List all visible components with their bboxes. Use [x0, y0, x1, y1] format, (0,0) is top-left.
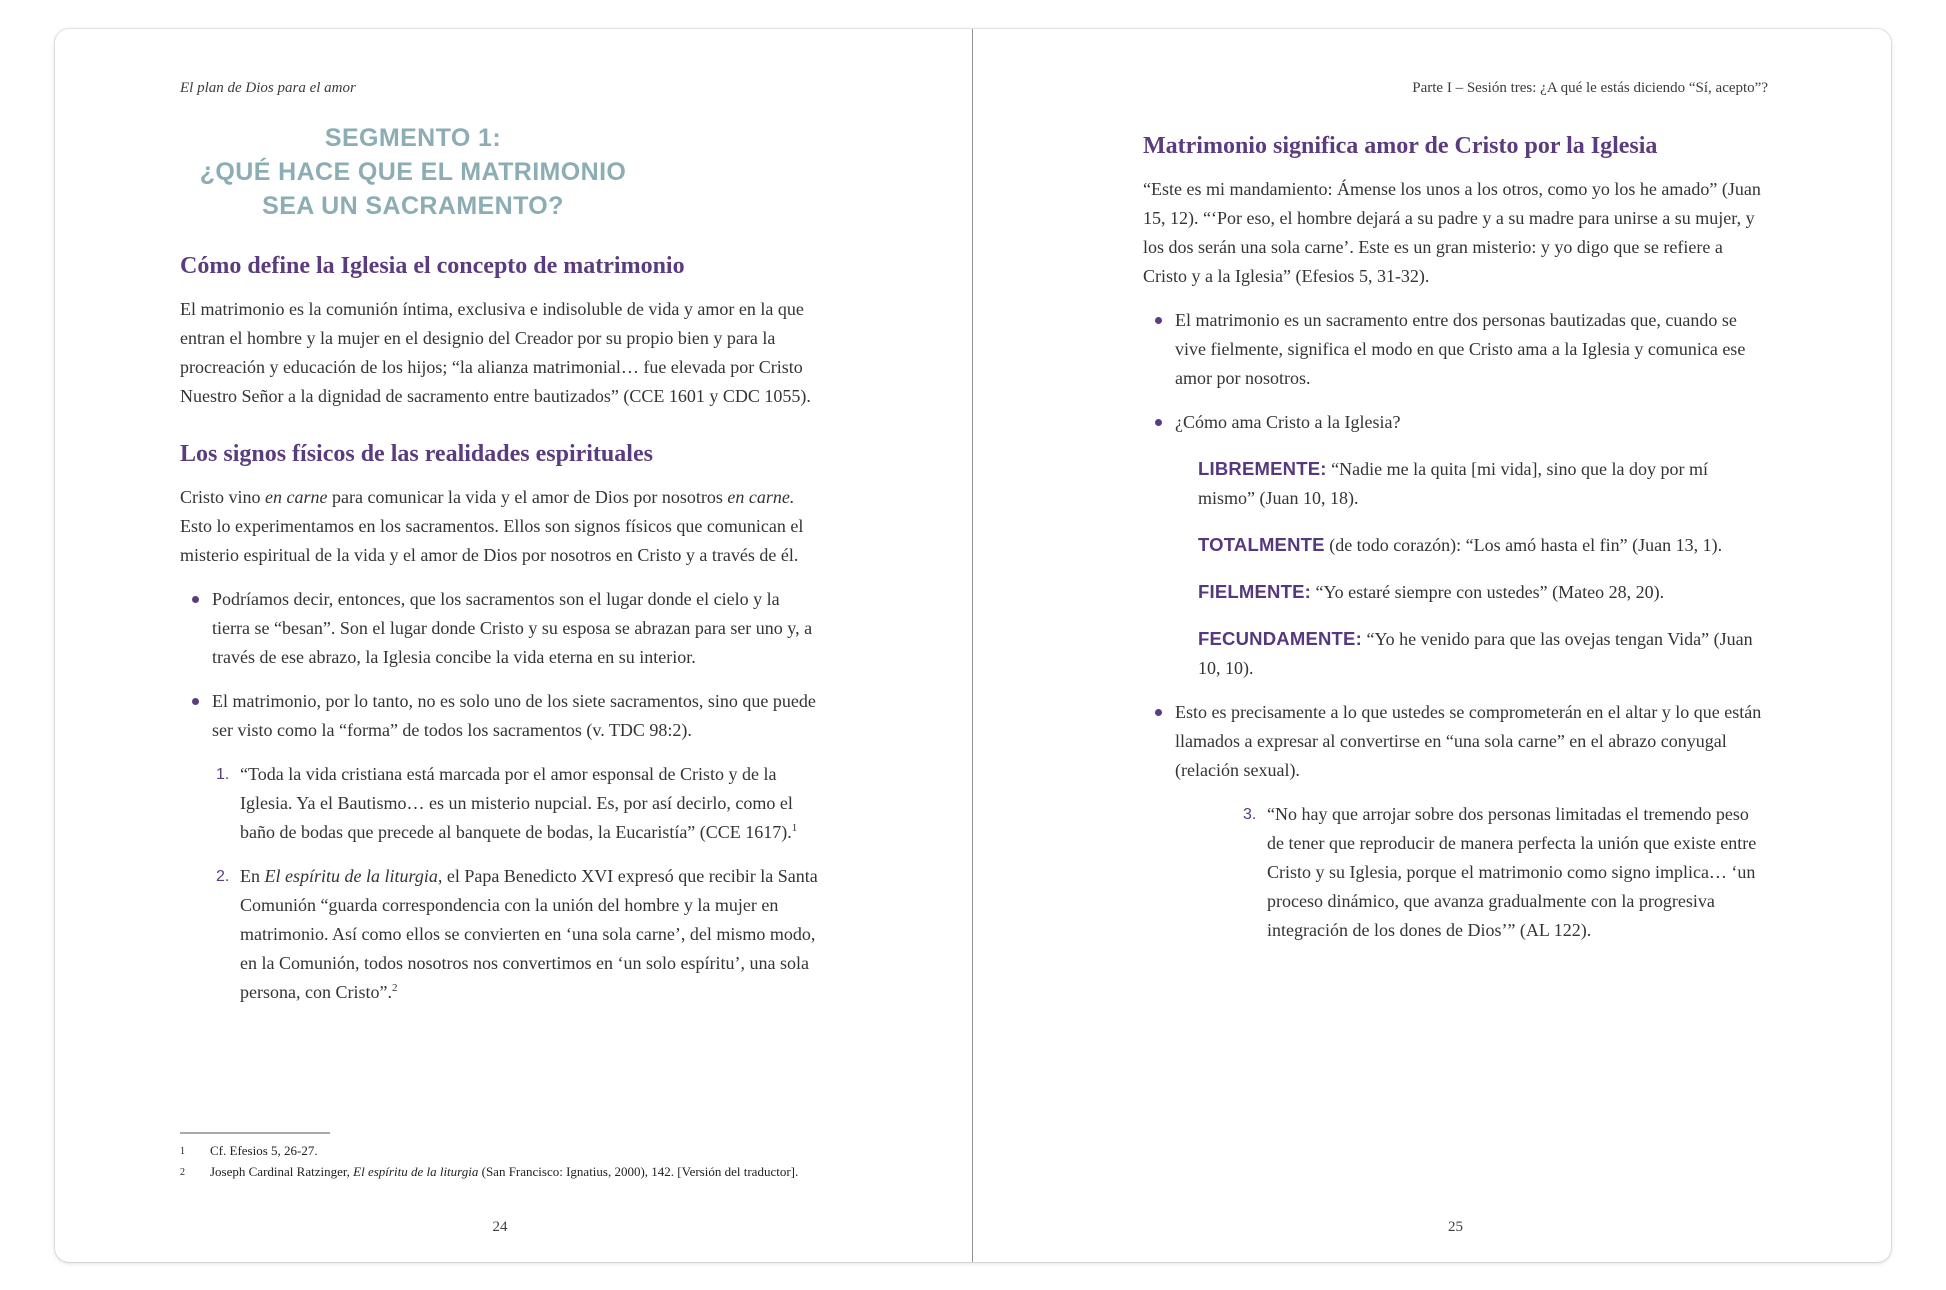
- keyword-label: TOTALMENTE: [1198, 534, 1325, 555]
- right-running-header: Parte I – Sesión tres: ¿A qué le estás diciendo “Sí, acepto”?: [1412, 80, 1768, 96]
- segment-title-line3: SEA UN SACRAMENTO?: [262, 192, 564, 220]
- heading-como-define: Cómo define la Iglesia el concepto de matrimonio: [180, 253, 685, 279]
- keyword-text: “Nadie me la quita [mi vida], sino que la doy por mí mismo” (Juan 10, 18).: [1198, 459, 1709, 508]
- footnote-1: [180, 1141, 820, 1162]
- text-segment: (San Francisco: Ignatius, 2000), 142. [Versión del traductor].: [478, 1164, 799, 1179]
- bullet-sacramentos-cielo-tierra: [180, 585, 820, 672]
- keyword-label: LIBREMENTE:: [1198, 458, 1327, 479]
- text-segment: “Toda la vida cristiana está marcada por el amor esponsal de Cristo y de la Iglesia. Ya el Bautismo… es un misterio nupcial. Es, por así decirlo, como el baño de bodas que precede al banquete de bodas, la Eucaristía” (CCE 1617).: [240, 764, 793, 842]
- bullet-dot-icon: [1155, 709, 1162, 716]
- keyword-fecundamente: [1143, 624, 1768, 683]
- bullet-dot-icon: [192, 596, 199, 603]
- footnote-2: [180, 1162, 820, 1183]
- book-spread: [55, 29, 1891, 1262]
- footnote-ref-1: 1: [791, 822, 798, 834]
- keyword-text: “Yo estaré siempre con ustedes” (Mateo 28, 20).: [1311, 582, 1665, 602]
- segment-title-line1: SEGMENTO 1:: [324, 124, 502, 152]
- bullet-matrimonio-forma: [180, 687, 820, 745]
- bullet-text: El matrimonio es un sacramento entre dos personas bautizadas que, cuando se vive fielmente, significa el modo en que Cristo ama a la Iglesia y comunica ese amor por nosotros.: [1175, 310, 1746, 388]
- footnote-number: 2: [180, 1167, 185, 1178]
- numbered-item-3: [1143, 800, 1768, 945]
- text-segment-italic: en carne: [265, 487, 328, 507]
- segment-title: [180, 121, 646, 223]
- text-segment: En: [240, 866, 265, 886]
- text-segment-italic: El espíritu de la liturgia: [353, 1164, 479, 1179]
- numbered-item-1: [180, 760, 820, 847]
- bullet-dot-icon: [1155, 419, 1162, 426]
- text-segment: Esto lo experimentamos en los sacramentos. Ellos son signos físicos que comunican el misterio espiritual de la vida y el amor de Dios por nosotros en Cristo y a través de él.: [180, 516, 804, 565]
- paragraph-definition: El matrimonio es la comunión íntima, exclusiva e indisoluble de vida y amor en la que entran el hombre y la mujer en el designio del Creador por su propio bien y para la procreación y educación de los hijos; “la alianza matrimonial… fue elevada por Cristo Nuestro Señor a la dignidad de sacramento entre bautizados” (CCE 1601 y CDC 1055).: [180, 299, 811, 406]
- left-running-header: El plan de Dios para el amor: [180, 80, 356, 96]
- numbered-text: [240, 862, 820, 1007]
- text-segment: Cristo vino: [180, 487, 266, 507]
- keyword-text: “Yo he venido para que las ovejas tengan Vida” (Juan 10, 10).: [1198, 629, 1753, 678]
- text-segment: para comunicar la vida y el amor de Dios por nosotros: [327, 487, 728, 507]
- footnote-number: 1: [180, 1146, 185, 1157]
- text-segment: el Papa Benedicto XVI expresó que recibir la Santa Comunión “guarda correspondencia con la unión del hombre y la mujer en matrimonio. Así como ellos se convierten en ‘una sola carne’, del mismo modo, en la Comunión, todos nosotros nos convertimos en ‘un solo espíritu’, una sola persona, con Cristo”.: [240, 866, 818, 1002]
- footnote-divider: [180, 1132, 330, 1134]
- paragraph-cristo-en-carne: [180, 483, 820, 570]
- bullet-como-ama-cristo: [1143, 408, 1768, 437]
- paragraph-mandamiento: “Este es mi mandamiento: Ámense los unos a los otros, como yo los he amado” (Juan 15, 12). “‘Por eso, el hombre dejará a su padre y a su madre para unirse a su mujer, y los dos serán una sola carne’. Este es un gran misterio: y yo digo que se refiere a Cristo y a la Iglesia” (Efesios 5, 31-32).: [1143, 179, 1761, 286]
- numbered-text: [240, 760, 820, 847]
- page-left: [55, 29, 973, 1262]
- bullet-comprometeran-altar: [1143, 698, 1768, 785]
- keyword-label: FECUNDAMENTE:: [1198, 628, 1362, 649]
- number-marker: 2.: [216, 868, 230, 885]
- keyword-fielmente: [1143, 577, 1768, 607]
- bullet-dot-icon: [1155, 317, 1162, 324]
- text-segment-italic: El espíritu de la liturgia,: [264, 866, 443, 886]
- text-segment: Joseph Cardinal Ratzinger,: [210, 1164, 354, 1179]
- text-segment-italic: en carne.: [727, 487, 795, 507]
- page-number-right: 25: [1448, 1219, 1463, 1235]
- numbered-item-2: [180, 862, 820, 1007]
- segment-title-line2: ¿QUÉ HACE QUE EL MATRIMONIO: [199, 158, 627, 186]
- keyword-label: FIELMENTE:: [1198, 581, 1311, 602]
- bullet-text: ¿Cómo ama Cristo a la Iglesia?: [1175, 412, 1401, 432]
- bullet-sacramento-bautizadas: [1143, 306, 1768, 393]
- heading-signos-fisicos: Los signos físicos de las realidades espirituales: [180, 441, 653, 467]
- page-right: [973, 29, 1891, 1262]
- bullet-dot-icon: [192, 698, 199, 705]
- numbered-text: “No hay que arrojar sobre dos personas limitadas el tremendo peso de tener que reproducir de manera perfecta la unión que existe entre Cristo y su Iglesia, porque el matrimonio como signo implica… ‘un proceso dinámico, que avanza gradualmente con la progresiva integración de los dones de Dios’” (AL 122).: [1267, 804, 1757, 940]
- footnote-text: Cf. Efesios 5, 26-27.: [210, 1143, 318, 1158]
- keyword-text: (de todo corazón): “Los amó hasta el fin” (Juan 13, 1).: [1324, 535, 1723, 555]
- page-number-left: 24: [492, 1219, 508, 1235]
- keyword-totalmente: [1143, 530, 1768, 560]
- number-marker: 1.: [216, 766, 230, 783]
- number-marker: 3.: [1243, 806, 1257, 823]
- bullet-text: El matrimonio, por lo tanto, no es solo uno de los siete sacramentos, sino que puede ser visto como la “forma” de todos los sacramentos (v. TDC 98:2).: [212, 691, 816, 740]
- bullet-text: Esto es precisamente a lo que ustedes se comprometerán en el altar y lo que están llamados a expresar al convertirse en “una sola carne” en el abrazo conyugal (relación sexual).: [1175, 702, 1762, 780]
- keyword-libremente: [1143, 454, 1768, 513]
- bullet-text: Podríamos decir, entonces, que los sacramentos son el lugar donde el cielo y la tierra se “besan”. Son el lugar donde Cristo y su esposa se abrazan para ser uno y, a través de ese abrazo, la Iglesia concibe la vida eterna en su interior.: [212, 589, 813, 667]
- footnote-ref-2: 2: [391, 982, 398, 994]
- footnote-block: [180, 1114, 820, 1183]
- footnote-text: [210, 1162, 798, 1183]
- heading-matrimonio-significa: Matrimonio significa amor de Cristo por la Iglesia: [1143, 133, 1658, 159]
